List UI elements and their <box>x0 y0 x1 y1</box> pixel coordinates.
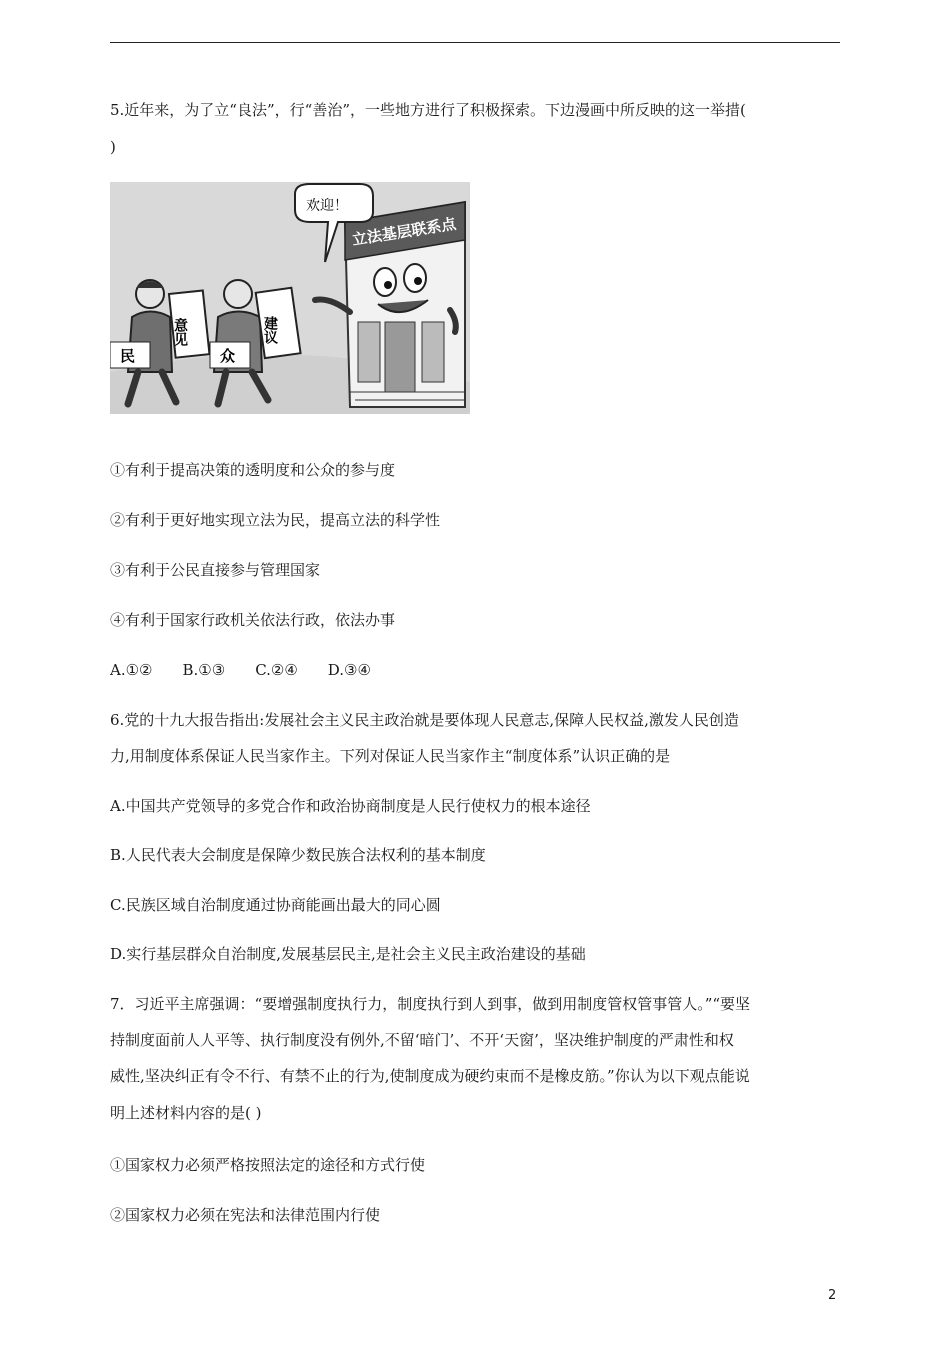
q5-option-b[interactable]: B.①③ <box>182 661 226 679</box>
q5-stem-line2: ) <box>110 138 116 156</box>
person1-label: 民 <box>120 347 136 365</box>
q6-option-a[interactable]: A.中国共产党领导的多党合作和政治协商制度是人民行使权力的根本途径 <box>110 797 591 815</box>
person2-label: 众 <box>220 347 236 365</box>
q5-item-3: ③有利于公民直接参与管理国家 <box>110 561 321 579</box>
sheet2-label: 建议 <box>262 316 278 344</box>
q6-stem-line2: 力,用制度体系保证人民当家作主。下列对保证人民当家作主“制度体系”认识正确的是 <box>110 747 671 765</box>
q7-item-2: ②国家权力必须在宪法和法律范围内行使 <box>110 1206 381 1224</box>
building-sign: 立法基层联系点 <box>350 214 458 249</box>
q5-item-4: ④有利于国家行政机关依法行政，依法办事 <box>110 611 396 629</box>
q5-option-a[interactable]: A.①② <box>110 661 153 679</box>
q5-option-c[interactable]: C.②④ <box>255 661 298 679</box>
q7-stem-line1: 7．习近平主席强调：“要增强制度执行力，制度执行到人到事，做到用制度管权管事管人。”“要坚 <box>110 995 751 1013</box>
q7-stem-line2: 持制度面前人人平等、执行制度没有例外,不留‘暗门’、不开‘天窗’，坚决维护制度的严肃性和权 <box>110 1031 734 1049</box>
q5-stem-line1: 5.近年来，为了立“良法”，行“善治”，一些地方进行了积极探索。下边漫画中所反映的这一举措( <box>110 101 746 119</box>
q5-option-d[interactable]: D.③④ <box>327 661 371 679</box>
q6-stem-line1: 6.党的十九大报告指出:发展社会主义民主政治就是要体现人民意志,保障人民权益,激发人民创造 <box>110 711 739 729</box>
q5-item-1: ①有利于提高决策的透明度和公众的参与度 <box>110 461 396 479</box>
q5-options <box>110 660 401 680</box>
speech-text: 欢迎！ <box>306 198 348 214</box>
q5-item-2: ②有利于更好地实现立法为民，提高立法的科学性 <box>110 511 441 529</box>
q6-option-d[interactable]: D.实行基层群众自治制度,发展基层民主,是社会主义民主政治建设的基础 <box>110 945 586 963</box>
q7-item-1: ①国家权力必须严格按照法定的途径和方式行使 <box>110 1156 426 1174</box>
header-rule <box>110 42 840 43</box>
page-number: 2 <box>828 1288 837 1303</box>
q5-cartoon <box>110 182 470 414</box>
q6-option-b[interactable]: B.人民代表大会制度是保障少数民族合法权利的基本制度 <box>110 846 486 864</box>
sheet1-label: 意见 <box>172 318 188 346</box>
q7-stem-line4: 明上述材料内容的是( ) <box>110 1104 262 1122</box>
q6-option-c[interactable]: C.民族区域自治制度通过协商能画出最大的同心圆 <box>110 896 441 914</box>
q7-stem-line3: 威性,坚决纠正有令不行、有禁不止的行为,使制度成为硬约束而不是橡皮筋。”你认为以下观点能说 <box>110 1067 750 1085</box>
